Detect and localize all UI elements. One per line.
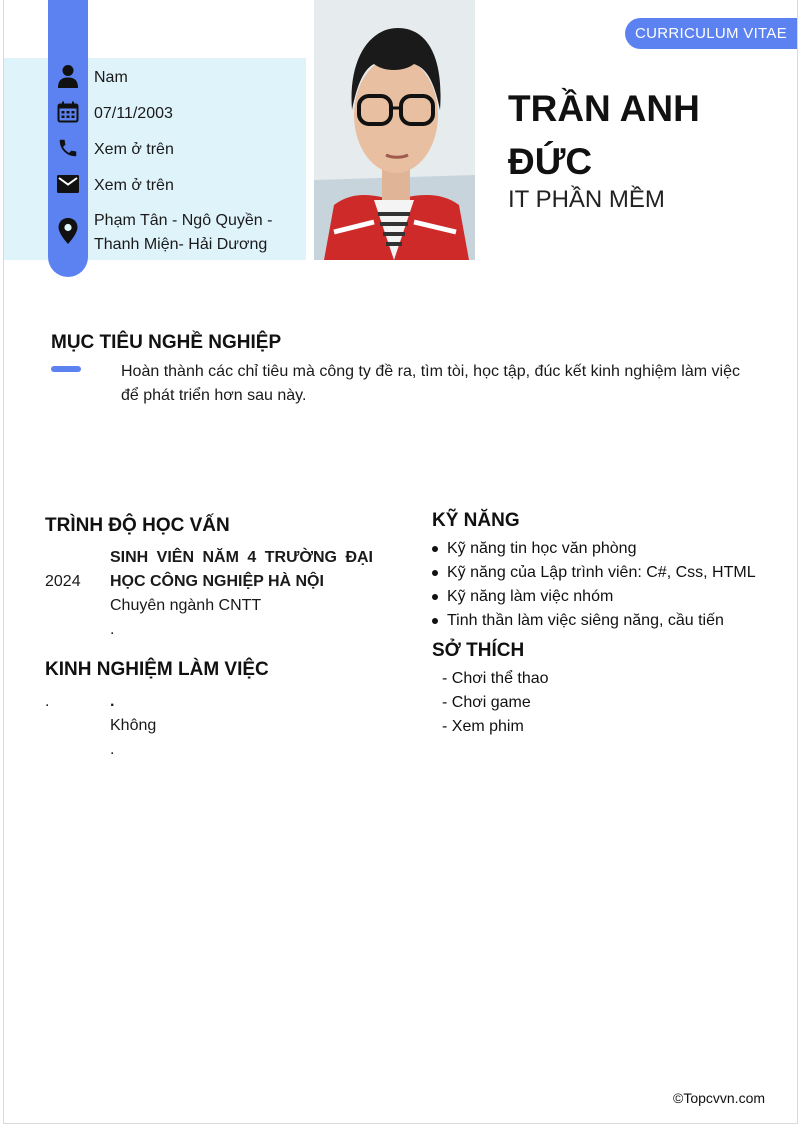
- job-title: IT PHẦN MỀM: [508, 186, 665, 213]
- address-line-1: Phạm Tân - Ngô Quyền -: [94, 212, 273, 229]
- hobbies-heading: SỞ THÍCH: [432, 640, 525, 661]
- education-dot: .: [110, 621, 115, 638]
- location-pin-icon: [54, 217, 82, 245]
- name-line-1: TRẦN ANH: [508, 88, 700, 129]
- phone-value: Xem ở trên: [94, 141, 174, 158]
- skill-item: Kỹ năng của Lập trình viên: C#, Css, HTML: [432, 561, 756, 585]
- skill-item: Tinh thần làm việc siêng năng, cầu tiến: [432, 609, 756, 633]
- hobbies-list: [442, 667, 549, 739]
- skills-list: [432, 537, 756, 633]
- objective-heading: MỤC TIÊU NGHỀ NGHIỆP: [51, 332, 282, 353]
- curriculum-vitae-badge: CURRICULUM VITAE: [625, 18, 797, 49]
- objective-line-2: để phát triển hơn sau này.: [121, 387, 307, 404]
- gender-row: [54, 62, 128, 90]
- birthday-value: 07/11/2003: [94, 105, 173, 122]
- address-line-2: Thanh Miện- Hải Dương: [94, 236, 268, 253]
- objective-text: [121, 360, 761, 408]
- calendar-icon: [54, 98, 82, 126]
- address-row: [54, 209, 272, 257]
- school-line-1: SINH VIÊN NĂM 4 TRƯỜNG ĐẠI: [110, 549, 373, 566]
- copyright-footer: ©Topcvvn.com: [673, 1090, 766, 1106]
- school-line-2: HỌC CÔNG NGHIỆP HÀ NỘI: [110, 573, 324, 590]
- education-heading: TRÌNH ĐỘ HỌC VẤN: [45, 515, 230, 536]
- skills-heading: KỸ NĂNG: [432, 510, 520, 531]
- email-row: [54, 170, 174, 198]
- education-year: 2024: [45, 573, 81, 590]
- person-icon: [54, 62, 82, 90]
- hobby-item: - Chơi game: [442, 694, 531, 711]
- hobby-item: - Xem phim: [442, 718, 524, 735]
- experience-company: .: [110, 693, 115, 710]
- objective-accent: [51, 366, 81, 372]
- experience-time: .: [45, 693, 50, 710]
- skill-item: Kỹ năng tin học văn phòng: [432, 537, 756, 561]
- cv-page: [3, 0, 798, 1124]
- name-line-2: ĐỨC: [508, 141, 593, 182]
- phone-icon: [54, 134, 82, 162]
- experience-heading: KINH NGHIỆM LÀM VIỆC: [45, 659, 269, 680]
- address-value: [94, 209, 272, 257]
- envelope-icon: [54, 170, 82, 198]
- gender-value: Nam: [94, 69, 128, 86]
- experience-description: Không: [110, 717, 157, 734]
- skill-item: Kỹ năng làm việc nhóm: [432, 585, 756, 609]
- education-major: Chuyên ngành CNTT: [110, 597, 262, 614]
- experience-dot: .: [110, 741, 115, 758]
- hobby-item: - Chơi thể thao: [442, 670, 549, 687]
- objective-line-1: Hoàn thành các chỉ tiêu mà công ty đề ra, tìm tòi, học tập, đúc kết kinh nghiệm làm việc: [121, 363, 740, 380]
- phone-row: [54, 134, 174, 162]
- candidate-name: [508, 82, 788, 188]
- education-school: [110, 546, 373, 594]
- email-value: Xem ở trên: [94, 177, 174, 194]
- birthday-row: [54, 98, 173, 126]
- profile-photo: [314, 0, 475, 260]
